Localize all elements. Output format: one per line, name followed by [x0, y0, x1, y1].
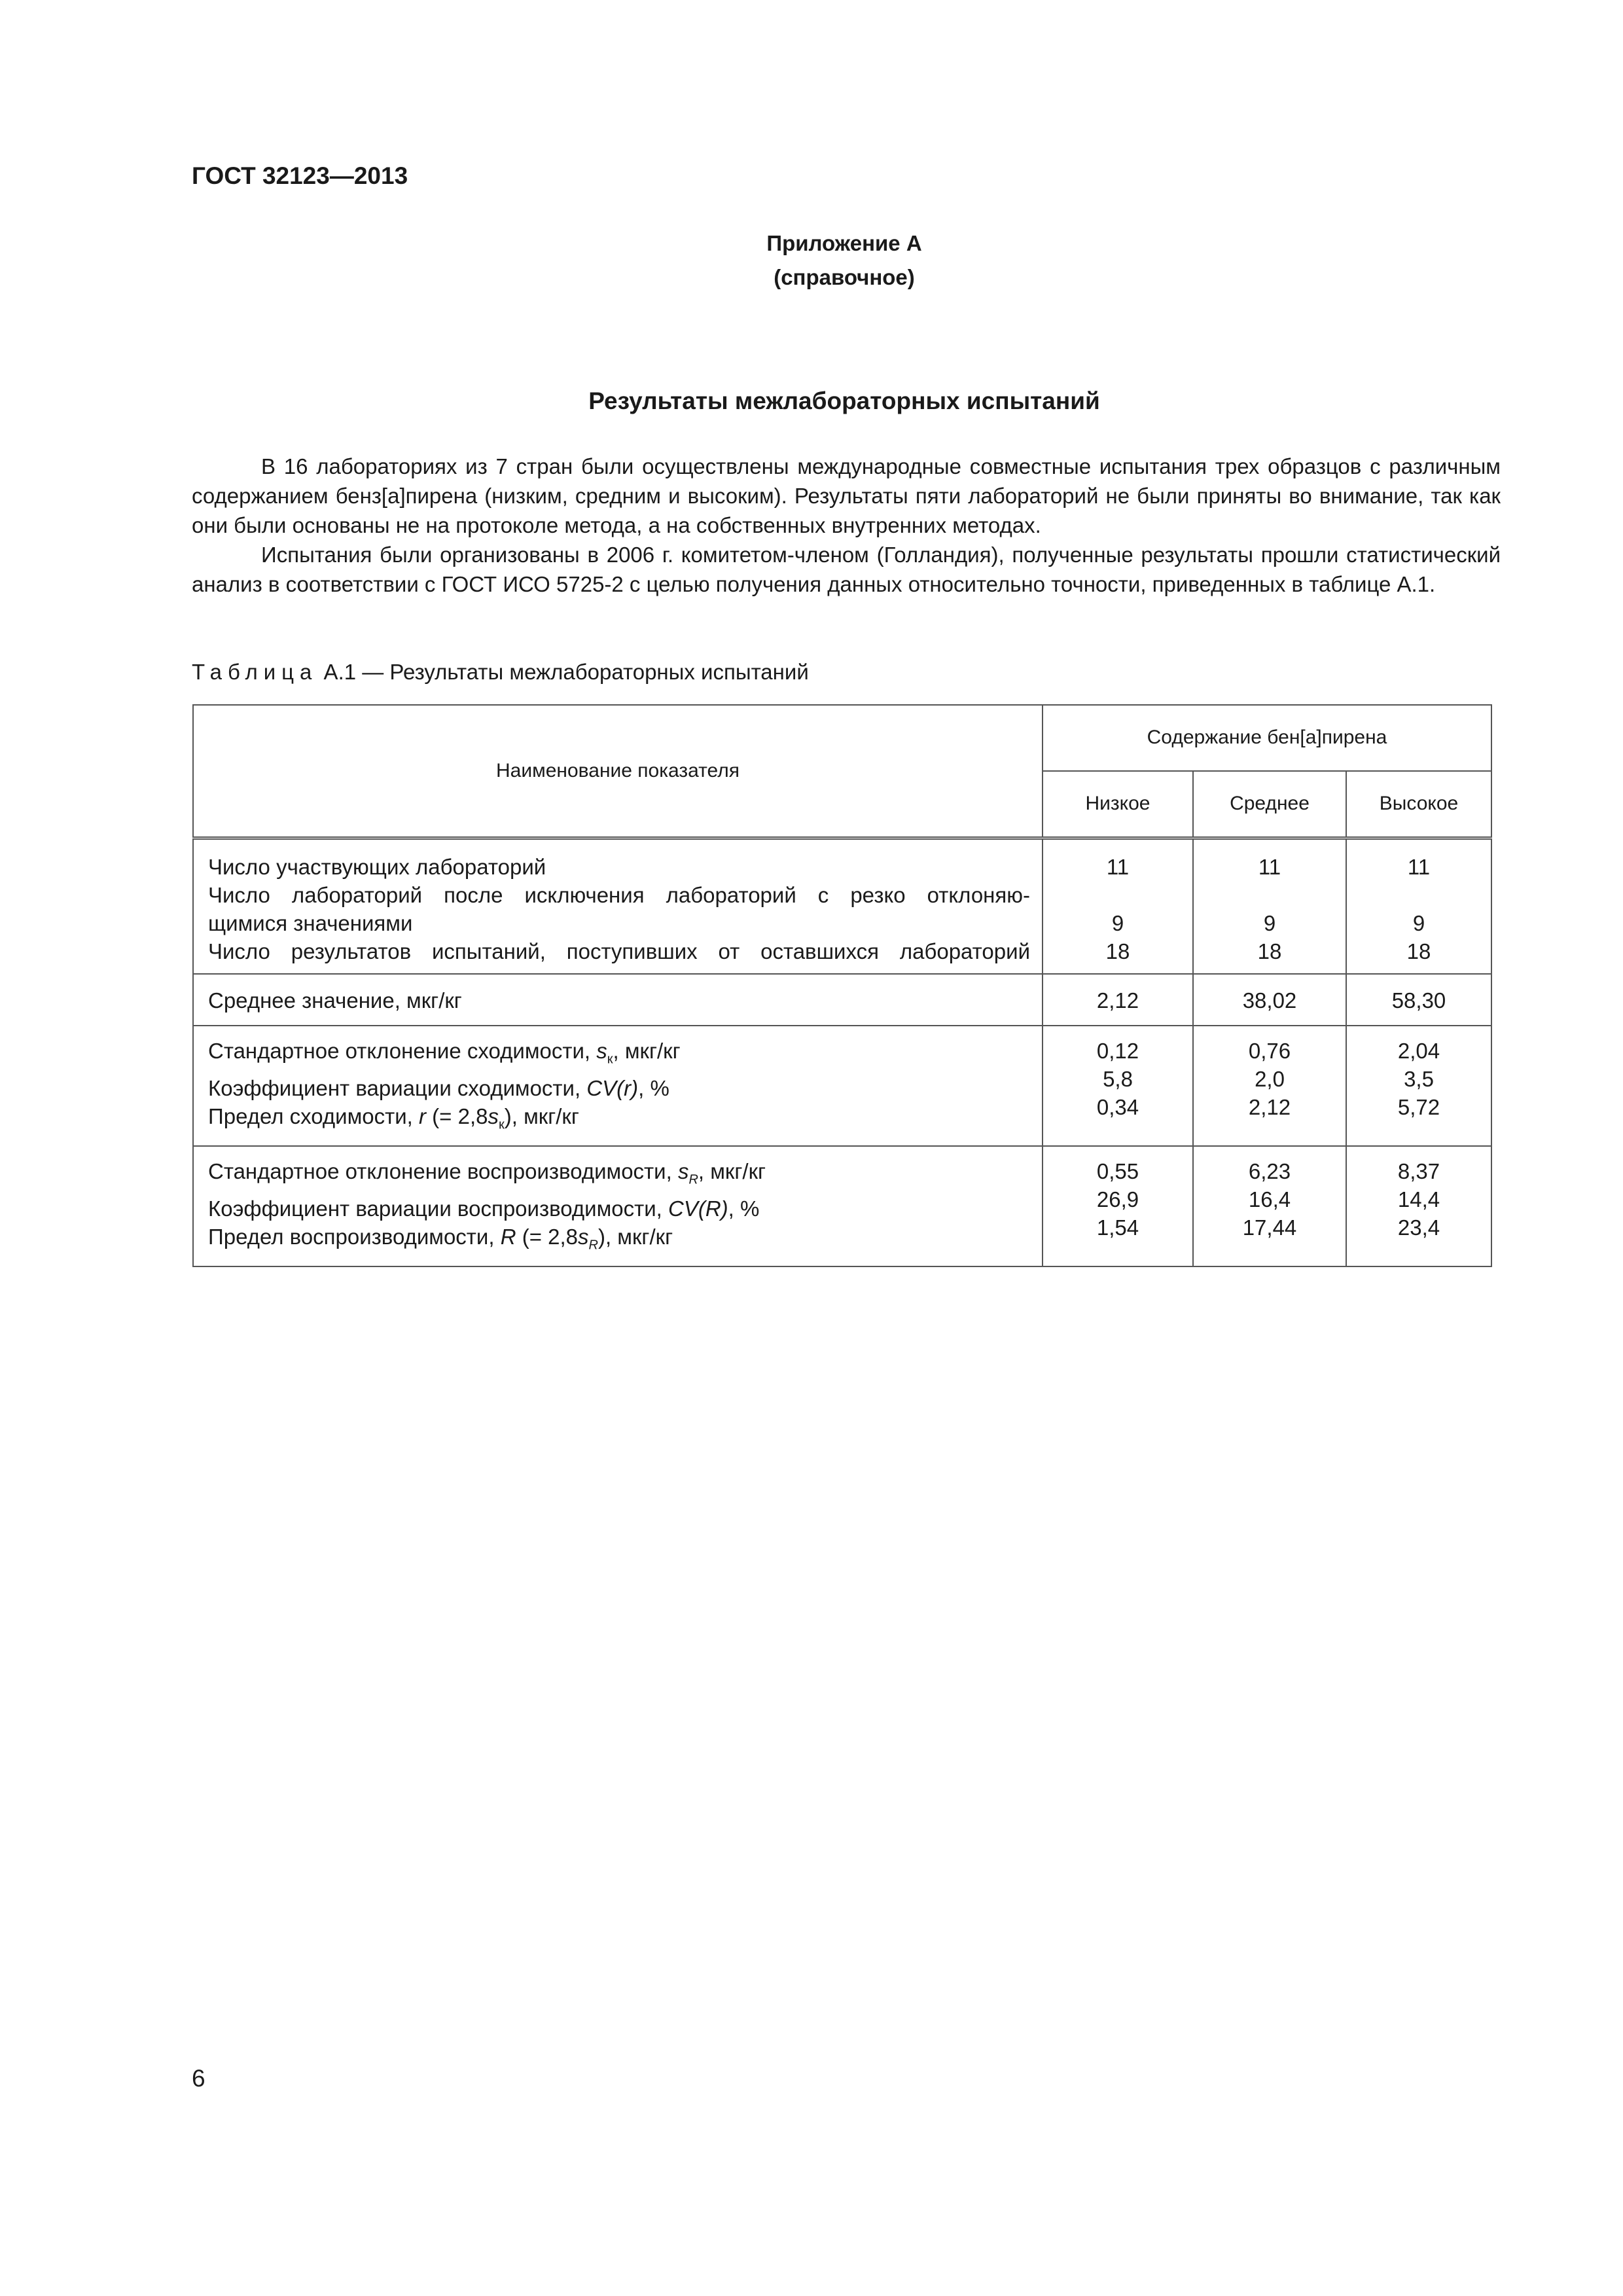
- table-caption-prefix: Таблица: [192, 660, 318, 684]
- row-label: Коэффициент вариации воспроизводимости, CV(R), %: [208, 1196, 760, 1221]
- cell-high: [1346, 974, 1491, 1026]
- section-title: Результаты межлабораторных испытаний: [588, 387, 1100, 414]
- value: 11: [1106, 855, 1130, 879]
- value: 14,4: [1397, 1187, 1440, 1212]
- value: 0,34: [1096, 1095, 1139, 1119]
- page-number: 6: [192, 2065, 205, 2092]
- value: 18: [1257, 939, 1282, 963]
- value: 18: [1105, 939, 1130, 963]
- value: 58,30: [1391, 988, 1446, 1013]
- value: 18: [1406, 939, 1431, 963]
- value: 23,4: [1397, 1215, 1440, 1240]
- value: 2,04: [1397, 1039, 1440, 1063]
- value: 5,72: [1397, 1095, 1440, 1119]
- value: 9: [1111, 911, 1124, 935]
- column-group-header: Содержание бен[а]пирена: [1043, 705, 1491, 771]
- row-label: Предел воспроизводимости, R (= $2,8s_R$), мкг/кг: [208, 1224, 673, 1253]
- table-caption: [192, 660, 809, 685]
- table-header-row: [193, 705, 1491, 771]
- value: 3,5: [1404, 1067, 1434, 1091]
- cell-high: [1346, 1146, 1491, 1266]
- document-code: ГОСТ 32123—2013: [192, 162, 408, 189]
- value: 11: [1258, 855, 1281, 879]
- body-text: [192, 452, 1501, 599]
- value: 0,12: [1096, 1039, 1139, 1063]
- cell-low: [1043, 974, 1193, 1026]
- row-label: Предел сходимости, r (= $2,8s_к$), мкг/кг: [208, 1103, 579, 1132]
- row-label: Число результатов испытаний, поступивших от оставшихся лабораторий: [208, 939, 1030, 963]
- value: 38,02: [1242, 988, 1297, 1013]
- value: 2,12: [1248, 1095, 1291, 1119]
- row-label: щимися значениями: [208, 911, 413, 935]
- value: 6,23: [1248, 1159, 1291, 1184]
- cell-high: [1346, 1026, 1491, 1146]
- cell-low: [1043, 838, 1193, 975]
- paragraph: В 16 лабораториях из 7 стран были осуществлены международные совместные испытания трех образцов с различным содержанием бенз[а]пирена (низким, средним и высоким). Результаты пяти лабораторий не были приняты во внимание, так как они были основаны не на протоколе метода, а на собственных внутренних методах.: [192, 454, 1501, 537]
- value: 5,8: [1103, 1067, 1133, 1091]
- row-label: Коэффициент вариации сходимости, CV(r), %: [208, 1075, 669, 1100]
- row-labels-mean: [193, 974, 1043, 1026]
- column-header-medium: Среднее: [1193, 771, 1346, 838]
- appendix-status: (справочное): [774, 265, 915, 289]
- cell-medium: [1193, 1026, 1346, 1146]
- cell-medium: [1193, 838, 1346, 975]
- appendix-title: Приложение А: [766, 231, 922, 255]
- row-label: Стандартное отклонение сходимости, $s_к$, мкг/кг: [208, 1039, 681, 1067]
- value: 26,9: [1096, 1187, 1139, 1212]
- cell-low: [1043, 1026, 1193, 1146]
- table-row: [193, 1026, 1491, 1146]
- table-caption-text: А.1 — Результаты межлабораторных испытаний: [317, 660, 809, 684]
- row-label: Число лабораторий после исключения лабораторий с резко отклоняю-: [208, 883, 1030, 907]
- row-label: Среднее значение, мкг/кг: [208, 988, 462, 1013]
- value: 9: [1412, 911, 1425, 935]
- column-header-high: Высокое: [1346, 771, 1491, 838]
- column-header-name: Наименование показателя: [193, 705, 1043, 838]
- table-row: [193, 974, 1491, 1026]
- value: 2,0: [1255, 1067, 1285, 1091]
- cell-medium: [1193, 1146, 1346, 1266]
- cell-high: [1346, 838, 1491, 975]
- value: 8,37: [1397, 1159, 1440, 1184]
- value: 1,54: [1096, 1215, 1139, 1240]
- row-labels-labs: [193, 838, 1043, 975]
- row-labels-repeatability: [193, 1026, 1043, 1146]
- cell-low: [1043, 1146, 1193, 1266]
- row-label: Число участвующих лабораторий: [208, 855, 546, 879]
- row-label: Стандартное отклонение воспроизводимости, $s_R$, мкг/кг: [208, 1159, 766, 1187]
- cell-medium: [1193, 974, 1346, 1026]
- value: 11: [1407, 855, 1431, 879]
- row-labels-reproducibility: [193, 1146, 1043, 1266]
- table-row: [193, 838, 1491, 975]
- value: 17,44: [1242, 1215, 1297, 1240]
- value: 9: [1263, 911, 1276, 935]
- value: 0,76: [1248, 1039, 1291, 1063]
- value: 16,4: [1248, 1187, 1291, 1212]
- results-table: [192, 704, 1492, 1267]
- column-header-low: Низкое: [1043, 771, 1193, 838]
- value: 2,12: [1096, 988, 1139, 1013]
- value: 0,55: [1096, 1159, 1139, 1184]
- paragraph: Испытания были организованы в 2006 г. комитетом-членом (Голландия), полученные результаты прошли статистический анализ в соответствии с ГОСТ ИСО 5725-2 с целью получения данных относительно точности, приведенных в таблице А.1.: [192, 543, 1501, 596]
- table-row: [193, 1146, 1491, 1266]
